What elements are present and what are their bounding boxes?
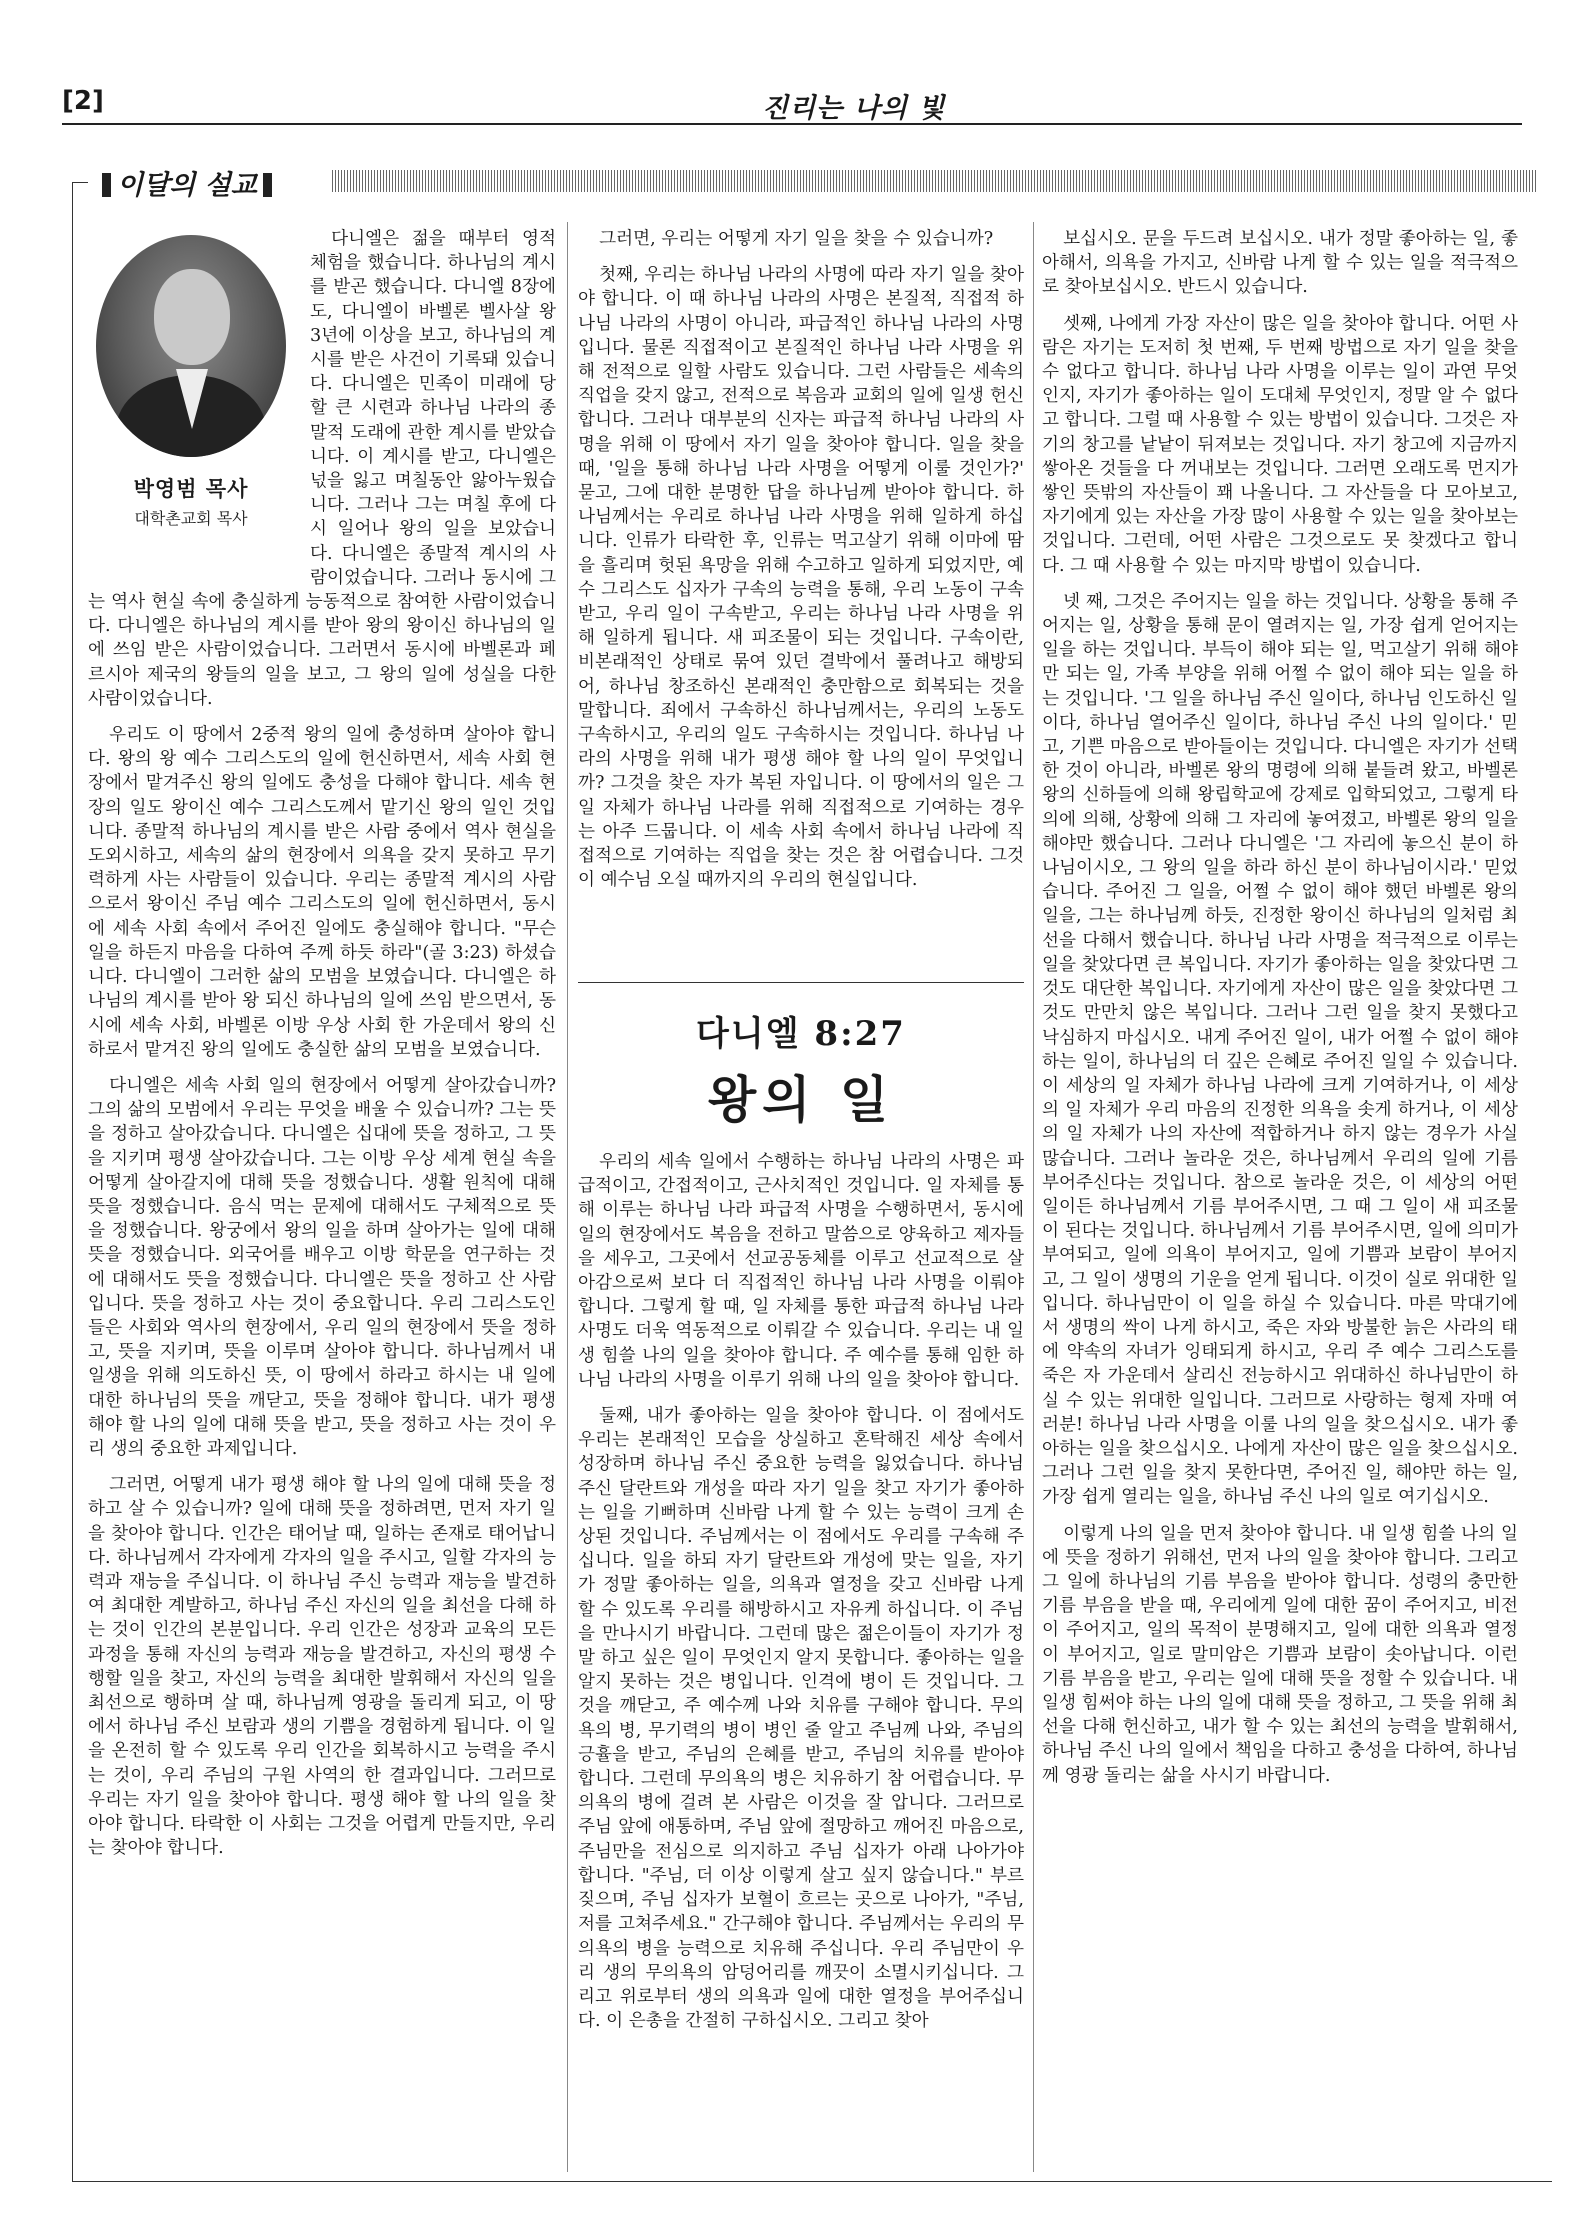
author-name: 박영범 목사 (133, 476, 249, 501)
section-title (96, 163, 278, 202)
paragraph: 다니엘은 세속 사회 일의 현장에서 어떻게 살아갔습니까? 그의 삶의 모범에서 우리는 무엇을 배울 수 있습니까? 그는 뜻을 정하고 살아갔습니다. 다니엘은 십대에 뜻을 정하고, 그 뜻을 지키며 평생 살아갔습니다. 그는 이방 우상 세계 현실 속을 어떻게 살아갈지에 대해 뜻을 정했습니다. 생활 원칙에 대해 뜻을 정했습니다. 음식 먹는 문제에 대해서도 구체적으로 뜻을 정했습니다. 왕궁에서 왕의 일을 하며 살아가는 일에 대해 뜻을 정했습니다. 외국어를 배우고 이방 학문을 연구하는 것에 대해서도 뜻을 정했습니다. 다니엘은 뜻을 정하고 산 사람입니다. 뜻을 정하고 사는 것이 중요합니다. 우리 그리스도인들은 사회와 역사의 현장에서, 우리 일의 현장에서 뜻을 정하고, 뜻을 지키며, 뜻을 이루며 살아야 합니다. 하나님께서 내 일생을 위해 의도하신 뜻, 이 땅에서 하라고 하시는 내 일에 대한 하나님의 뜻을 깨닫고, 뜻을 정해야 합니다. 내가 평생 해야 할 나의 일에 대해 뜻을 받고, 뜻을 정하고 사는 것이 우리 생의 중요한 과제입니다. (88, 1075, 556, 1459)
section-block-right-icon (263, 173, 272, 197)
column-divider-1 (567, 222, 568, 2172)
paragraph: 그러면, 우리는 어떻게 자기 일을 찾을 수 있습니까? (599, 229, 994, 249)
section-hatch-bar (332, 170, 1538, 192)
header-rule (62, 123, 1522, 125)
column-2-top (578, 227, 1024, 904)
paragraph: 우리의 세속 일에서 수행하는 하나님 나라의 사명은 파급적이고, 간접적이고, 근사치적인 것입니다. 일 자체를 통해 이루는 하나님 나라 파급적 사명을 수행하면서, 동시에 일의 현장에서도 복음을 전하고 말씀으로 양육하고 제자들을 세우고, 그곳에서 선교공동체를 이루고 선교적으로 살아감으로써 보다 더 직접적인 하나님 나라 사명을 이뤄야 합니다. 그렇게 할 때, 일 자체를 통한 파급적 하나님 나라 사명도 더욱 역동적으로 이뤄갈 수 있습니다. 우리는 내 일생 힘쓸 나의 일을 찾아야 합니다. 주 예수를 통해 임한 하나님 나라의 사명을 이루기 위해 나의 일을 찾아야 합니다. (578, 1152, 1024, 1390)
section-label: 이달의 설교 (117, 170, 257, 201)
paragraph: 넷 째, 그것은 주어지는 일을 하는 것입니다. 상황을 통해 주어지는 일, 상황을 통해 문이 열려지는 일, 가장 쉽게 얻어지는 일을 하는 것입니다. 부득이 해야 되는 일, 먹고살기 위해 해야만 되는 일, 가족 부양을 위해 어쩔 수 없이 해야 되는 일을 하는 것입니다. '그 일을 하나님 주신 일이다, 하나님 인도하신 일이다, 하나님 열어주신 일이다, 하나님 주신 나의 일이다.' 믿고, 기쁜 마음으로 받아들이는 것입니다. 다니엘은 자기가 선택한 것이 아니라, 바벨론 왕의 명령에 의해 붙들려 왔고, 바벨론 왕의 신하들에 의해 왕립학교에 강제로 입학되었고, 그렇게 타의에 의해, 상황에 의해 그 자리에 놓여졌고, 바벨론 왕의 일을 해야만 했습니다. 그러나 다니엘은 '그 자리에 놓으신 분이 하나님이시오, 그 왕의 일을 하라 하신 분이 하나님이시라.' 믿었습니다. 주어진 그 일을, 어쩔 수 없이 해야 했던 바벨론 왕의 일을, 그는 하나님께 하듯, 진정한 왕이신 하나님의 일처럼 최선을 다해서 했습니다. 하나님 나라 사명을 적극적으로 이루는 일을 찾았다면 큰 복입니다. 자기가 좋아하는 일을 찾았다면 그것도 대단한 복입니다. 자기에게 자산이 많은 일을 찾았다면 그것도 만만치 않은 복입니다. 그러나 그런 일을 찾지 못했다고 낙심하지 마십시오. 내게 주어진 일이, 내가 어쩔 수 없이 해야 하는 일이, 하나님의 더 깊은 은혜로 주어진 일일 수 있습니다. 이 세상의 일 자체가 하나님 나라에 크게 기여하거나, 이 세상의 일 자체가 우리 마음의 진정한 의욕을 솟게 하거나, 이 세상의 일 자체가 나의 자산에 적합하거나 하지 않는 경우가 사실 많습니다. 그러나 놀라운 것은, 하나님께서 우리의 일에 기름 부어주신다는 것입니다. 참으로 놀라운 것은, 이 세상의 어떤 일이든 하나님께서 기름 부어주시면, 그 때 그 일이 새 피조물이 된다는 것입니다. 하나님께서 기름 부어주시면, 일에 의미가 부여되고, 일에 의욕이 부어지고, 일에 기쁨과 보람이 부어지고, 그 일이 생명의 기운을 얻게 됩니다. 이것이 실로 위대한 일입니다. 하나님만이 이 일을 하실 수 있습니다. 마른 막대기에서 생명의 싹이 나게 하시고, 죽은 자와 방불한 늙은 사라의 태에 약속의 자녀가 잉태되게 하시고, 우리 주 예수 그리스도를 죽은 자 가운데서 살리신 전능하시고 위대하신 하나님만이 하실 수 있는 위대한 일입니다. 그러므로 사랑하는 형제 자매 여러분! 하나님 나라 사명을 이룰 나의 일을 찾으십시오. 내가 좋아하는 일을 찾으십시오. 나에게 자산이 많은 일을 찾으십시오. 그러나 그런 일을 찾지 못한다면, 주어진 일, 해야만 하는 일, 가장 쉽게 열리는 일을, 하나님 주신 나의 일로 여기십시오. (1042, 591, 1518, 1508)
scripture-reference: 다니엘 8:27 (696, 1014, 906, 1054)
page-header (62, 86, 1522, 124)
paragraph: 둘째, 내가 좋아하는 일을 찾아야 합니다. 이 점에서도 우리는 본래적인 모습을 상실하고 혼탁해진 세상 속에서 성장하며 하나님 주신 중요한 능력을 잃었습니다. 하나님 주신 달란트와 개성을 따라 자기 일을 찾고 자기가 좋아하는 일을 기뻐하며 신바람 나게 할 수 있는 능력이 크게 손상된 것입니다. 주님께서는 이 점에서도 우리를 구속해 주십니다. 일을 하되 자기 달란트와 개성에 맞는 일을, 자기가 정말 좋아하는 일을, 의욕과 열정을 갖고 신바람 나게 할 수 있도록 우리를 해방하시고 자유케 하십니다. 이 주님을 만나시기 바랍니다. 그런데 많은 젊은이들이 자기가 정말 하고 싶은 일이 무엇인지 알지 못합니다. 좋아하는 일을 알지 못하는 것은 병입니다. 인격에 병이 든 것입니다. 그것을 깨닫고, 주 예수께 나와 치유를 구해야 합니다. 무의욕의 병, 무기력의 병이 병인 줄 알고 주님께 나와, 주님의 긍휼을 받고, 주님의 은혜를 받고, 주님의 치유를 받아야 합니다. 그런데 무의욕의 병은 치유하기 참 어렵습니다. 무의욕의 병에 걸려 본 사람은 이것을 잘 압니다. 그러므로 주님 앞에 애통하며, 주님 앞에 절망하고 깨어진 마음으로, 주님만을 전심으로 의지하고 주님 십자가 아래 나아가야 합니다. "주님, 더 이상 이렇게 살고 싶지 않습니다." 부르짖으며, 주님 십자가 보혈이 흐르는 곳으로 나아가, "주님, 저를 고쳐주세요." 간구해야 합니다. 주님께서는 우리의 무의욕의 병을 능력으로 치유해 주십니다. 우리 주님만이 우리 생의 무의욕의 암덩어리를 깨끗이 소멸시키십니다. 그리고 위로부터 생의 의욕과 일에 대한 열정을 부어주십니다. 이 은총을 간절히 구하십시오. 그리고 찾아 (578, 1406, 1025, 2032)
verse-rule (578, 982, 1024, 983)
author-box (82, 227, 300, 577)
paragraph: 셋째, 나에게 가장 자산이 많은 일을 찾아야 합니다. 어떤 사람은 자기는 도저히 첫 번째, 두 번째 방법으로 자기 일을 찾을 수 없다고 합니다. 하나님 나라 사명을 이루는 일이 과연 무엇인지, 자기가 좋아하는 일이 도대체 무엇인지, 정말 알 수 없다고 합니다. 그럴 때 사용할 수 있는 방법이 있습니다. 그것은 자기의 창고를 낱낱이 뒤져보는 것입니다. 자기 창고에 지금까지 쌓아온 것들을 다 꺼내보는 것입니다. 그러면 오래도록 먼지가 쌓인 뜻밖의 자산들이 꽤 나올니다. 그 자산들을 다 모아보고, 자기에게 있는 자산을 가장 많이 사용할 수 있는 일을 찾아보는 것입니다. 그런데, 어떤 사람은 그것으로도 못 찾겠다고 합니다. 그 때 사용할 수 있는 마지막 방법이 있습니다. (1042, 313, 1518, 576)
paragraph: 보십시오. 문을 두드려 보십시오. 내가 정말 좋아하는 일, 좋아해서, 의욕을 가지고, 신바람 나게 할 수 있는 일을 적극적으로 찾아보십시오. 반드시 있습니다. (1042, 229, 1518, 298)
paragraph: 이렇게 나의 일을 먼저 찾아야 합니다. 내 일생 힘쓸 나의 일에 뜻을 정하기 위해선, 먼저 나의 일을 찾아야 합니다. 그리고 그 일에 하나님의 기름 부음을 받아야 합니다. 성령의 충만한 기름 부음을 받을 때, 우리에게 일에 대한 꿈이 주어지고, 비전이 주어지고, 일의 목적이 분명해지고, 일에 대한 의욕과 열정이 부어지고, 일로 말미암은 기쁨과 보람이 솟아납니다. 이런 기름 부음을 받고, 우리는 일에 대해 뜻을 정할 수 있습니다. 내 일생 힘써야 하는 나의 일에 대해 뜻을 정하고, 그 뜻을 위해 최선을 다해 헌신하고, 내가 할 수 있는 최선의 능력을 발휘해서, 하나님 주신 나의 일에서 책임을 다하고 충성을 다하여, 하나님께 영광 돌리는 삶을 사시기 바랍니다. (1042, 1523, 1518, 1786)
section-block-left-icon (102, 173, 111, 197)
publication-title: 진리는 나의 빛 (762, 93, 946, 124)
page-number: [2] (62, 86, 104, 116)
column-1 (88, 227, 556, 1872)
paragraph: 그러면, 어떻게 내가 평생 해야 할 나의 일에 대해 뜻을 정하고 살 수 있습니까? 일에 대해 뜻을 정하려면, 먼저 자기 일을 찾아야 합니다. 인간은 태어날 때, 일하는 존재로 태어납니다. 하나님께서 각자에게 각자의 일을 주시고, 일할 각자의 능력과 재능을 주십니다. 이 하나님 주신 능력과 재능을 발견하여 최대한 계발하고, 하나님 주신 자신의 일을 최선을 다해 하는 것이 인간의 본분입니다. 우리 인간은 성장과 교육의 모든 과정을 통해 자신의 능력과 재능을 발견하고, 자신의 평생 수행할 일을 찾고, 자신의 능력을 최대한 발휘해서 자신의 일을 최선으로 행하며 살 때, 하나님께 영광을 돌리게 되고, 이 땅에서 하나님 주신 보람과 생의 기쁨을 경험하게 됩니다. 이 일을 온전히 할 수 있도록 우리 인간을 회복하시고 능력을 주시는 것이, 우리 주님의 구원 사역의 한 결과입니다. 그러므로 우리는 자기 일을 찾아야 합니다. 평생 해야 할 나의 일을 찾아야 합니다. 타락한 이 사회는 그것을 어렵게 만들지만, 우리는 찾아야 합니다. (88, 1475, 556, 1859)
frame-top-tick (72, 182, 88, 183)
paragraph: 첫째, 우리는 하나님 나라의 사명에 따라 자기 일을 찾아야 합니다. 이 때 하나님 나라의 사명은 본질적, 직접적 하나님 나라의 사명이 아니라, 파급적인 하나님 나라의 사명입니다. 물론 직접적이고 본질적인 하나님 나라 사명을 위해 전적으로 일할 사람도 있습니다. 그런 사람들은 세속의 직업을 갖지 않고, 전적으로 복음과 교회의 일에 일생 헌신합니다. 그러나 대부분의 신자는 파급적 하나님 나라의 사명을 위해 이 땅에서 자기 일을 찾아야 합니다. 일을 찾을 때, '일을 통해 하나님 나라 사명을 어떻게 이룰 것인가?' 묻고, 그에 대한 분명한 답을 하나님께 받아야 합니다. 하나님께서는 우리로 하나님 나라 사명을 위해 일하게 하십니다. 인류가 타락한 후, 인류는 먹고살기 위해 이마에 땀을 흘리며 헛된 욕망을 위해 수고하고 일하게 되었지만, 예수 그리스도 십자가 구속의 능력을 통해, 우리 노동이 구속받고, 우리 일이 구속받고, 우리는 하나님 나라 사명을 위해 일하게 됩니다. 새 피조물이 되는 것입니다. 구속이란, 비본래적인 상태로 묶여 있던 결박에서 풀려나고 해방되어, 하나님 창조하신 본래적인 충만함으로 회복되는 것을 말합니다. 죄에서 구속하신 하나님께서는, 우리의 노동도 구속하시고, 우리의 일도 구속하시는 것입니다. 하나님 나라의 사명을 위해 내가 평생 해야 할 나의 일이 무엇입니까? 그것을 찾은 자가 복된 자입니다. 이 땅에서의 일은 그 일 자체가 하나님 나라를 위해 직접적으로 기여하는 경우는 아주 드뭅니다. 이 세속 사회 속에서 하나님 나라에 직접적으로 기여하는 직업을 찾는 것은 참 어렵습니다. 그것이 예수님 오실 때까지의 우리의 현실입니다. (578, 265, 1025, 891)
author-photo (96, 235, 286, 457)
column-divider-2 (1033, 222, 1034, 2172)
sermon-title: 왕의 일 (707, 1070, 895, 1129)
column-3 (1042, 227, 1518, 1800)
author-church: 대학촌교회 목사 (134, 509, 248, 529)
paragraph: 다니엘은 젊을 때부터 영적 체험을 했습니다. 하나님의 계시를 받곤 했습니다. 다니엘 8장에도, 다니엘이 바벨론 벨사살 왕 3년에 이상을 보고, 하나님의 계시를 받은 사건이 기록돼 있습니다. 다니엘은 민족이 미래에 당할 큰 시련과 하나님 나라의 종말적 도래에 관한 계시를 받았습니다. 이 계시를 받고, 다니엘은 넋을 잃고 며칠동안 앓아누웠습니다. 그러나 그는 며칠 후에 다시 일어나 왕의 일을 보았습니다. 다니엘은 종말적 계시의 사람이었습니다. 그러나 동시에 그는 역사 현실 속에 충실하게 능동적으로 참여한 사람이었습니다. 다니엘은 하나님의 계시를 받아 왕의 왕이신 하나님의 일에 쓰임 받은 사람이었습니다. 그러면서 동시에 바벨론과 페르시아 제국의 왕들의 일을 보고, 그 왕의 일에 성실을 다한 사람이었습니다. (88, 229, 556, 709)
paragraph: 우리도 이 땅에서 2중적 왕의 일에 충성하며 살아야 합니다. 왕의 왕 예수 그리스도의 일에 헌신하면서, 세속 사회 현장에서 맡겨주신 왕의 일에도 충성을 다해야 합니다. 세속 현장의 일도 왕이신 예수 그리스도께서 맡기신 왕의 일인 것입니다. 종말적 하나님의 계시를 받은 사람 중에서 역사 현실을 도외시하고, 세속의 삶의 현장에서 의욕을 갖지 못하고 무기력하게 사는 사람들이 있습니다. 우리는 종말적 계시의 사람으로서 왕이신 주님 예수 그리스도의 일에 헌신하면서, 동시에 세속 사회 속에서 주어진 일에도 충실해야 합니다. "무슨 일을 하든지 마음을 다하여 주께 하듯 하라"(골 3:23) 하셨습니다. 다니엘이 그러한 삶의 모범을 보였습니다. 다니엘은 하나님의 계시를 받아 왕 되신 하나님의 일에 쓰임 받으면서, 동시에 세속 사회, 바벨론 이방 우상 사회 한 가운데서 왕의 신하로서 맡겨진 왕의 일에도 충실한 삶의 모범을 보였습니다. (88, 725, 556, 1060)
column-2-bottom (578, 1150, 1024, 2045)
